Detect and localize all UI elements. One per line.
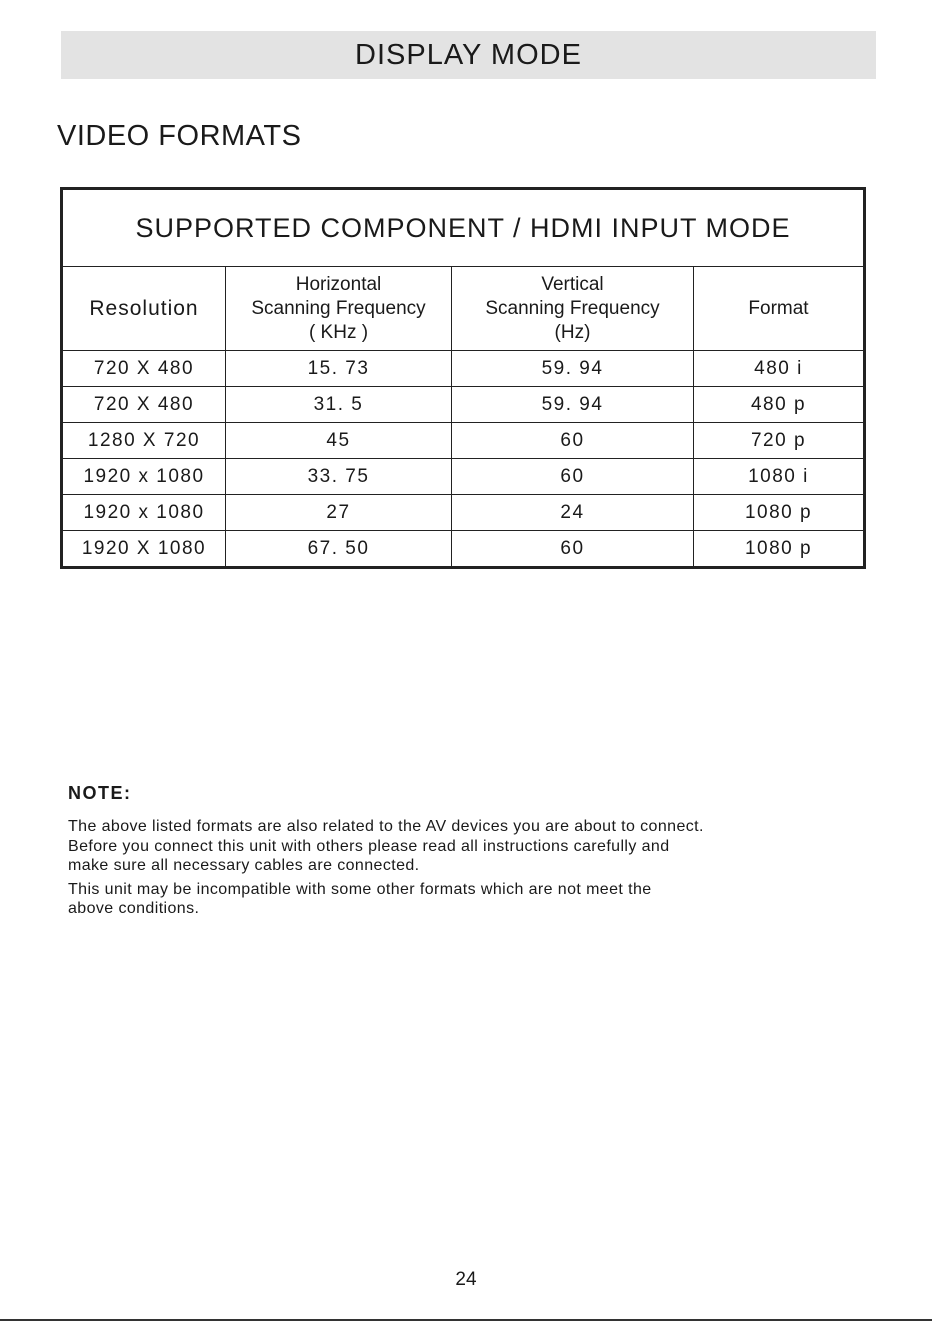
note-label: NOTE: [68, 783, 132, 803]
cell-resolution: 1920 X 1080 [62, 531, 226, 568]
note-paragraph: The above listed formats are also related to the AV devices you are about to connect. Before you connect this unit with others please read all instructions carefully and make sure all necessary cables are connected. [68, 818, 704, 874]
table-row [62, 495, 865, 531]
cell-resolution: 1920 x 1080 [62, 459, 226, 495]
table-row [62, 459, 865, 495]
page-header-banner [61, 31, 876, 79]
table-row [62, 423, 865, 459]
vertical-header-line2: Scanning Frequency [485, 297, 660, 319]
cell-resolution: 720 X 480 [62, 387, 226, 423]
cell-resolution: 1920 x 1080 [62, 495, 226, 531]
cell-horizontal: 33. 75 [226, 459, 452, 495]
cell-horizontal: 15. 73 [226, 351, 452, 387]
cell-horizontal: 27 [226, 495, 452, 531]
column-header-horizontal [226, 267, 452, 351]
column-header-vertical [452, 267, 694, 351]
note-paragraph: This unit may be incompatible with some other formats which are not meet the above conditions. [68, 880, 652, 917]
column-header-resolution: Resolution [62, 267, 226, 351]
cell-horizontal: 67. 50 [226, 531, 452, 568]
cell-vertical: 60 [452, 459, 694, 495]
cell-format: 720 p [694, 423, 865, 459]
table-row [62, 531, 865, 568]
cell-format: 1080 p [694, 495, 865, 531]
vertical-header-line1: Vertical [541, 273, 604, 295]
vertical-header-unit: (Hz) [554, 321, 591, 343]
cell-format: 1080 i [694, 459, 865, 495]
cell-horizontal: 45 [226, 423, 452, 459]
input-mode-table [60, 187, 866, 569]
cell-format: 1080 p [694, 531, 865, 568]
cell-format: 480 p [694, 387, 865, 423]
cell-vertical: 59. 94 [452, 351, 694, 387]
cell-vertical: 60 [452, 423, 694, 459]
page-number: 24 [455, 1269, 477, 1290]
column-header-format: Format [694, 267, 865, 351]
cell-vertical: 60 [452, 531, 694, 568]
page-title: DISPLAY MODE [355, 38, 582, 71]
table-row [62, 351, 865, 387]
cell-resolution: 1280 X 720 [62, 423, 226, 459]
section-title: VIDEO FORMATS [57, 120, 302, 152]
table-caption: SUPPORTED COMPONENT / HDMI INPUT MODE [62, 189, 865, 267]
cell-format: 480 i [694, 351, 865, 387]
cell-horizontal: 31. 5 [226, 387, 452, 423]
horizontal-header-line2: Scanning Frequency [251, 297, 426, 319]
horizontal-header-line1: Horizontal [295, 273, 382, 295]
cell-vertical: 24 [452, 495, 694, 531]
cell-resolution: 720 X 480 [62, 351, 226, 387]
cell-vertical: 59. 94 [452, 387, 694, 423]
note-body [68, 817, 828, 923]
table-header-row [62, 267, 865, 351]
horizontal-header-unit: ( KHz ) [308, 321, 369, 343]
table-row [62, 387, 865, 423]
bottom-divider [0, 1319, 932, 1321]
